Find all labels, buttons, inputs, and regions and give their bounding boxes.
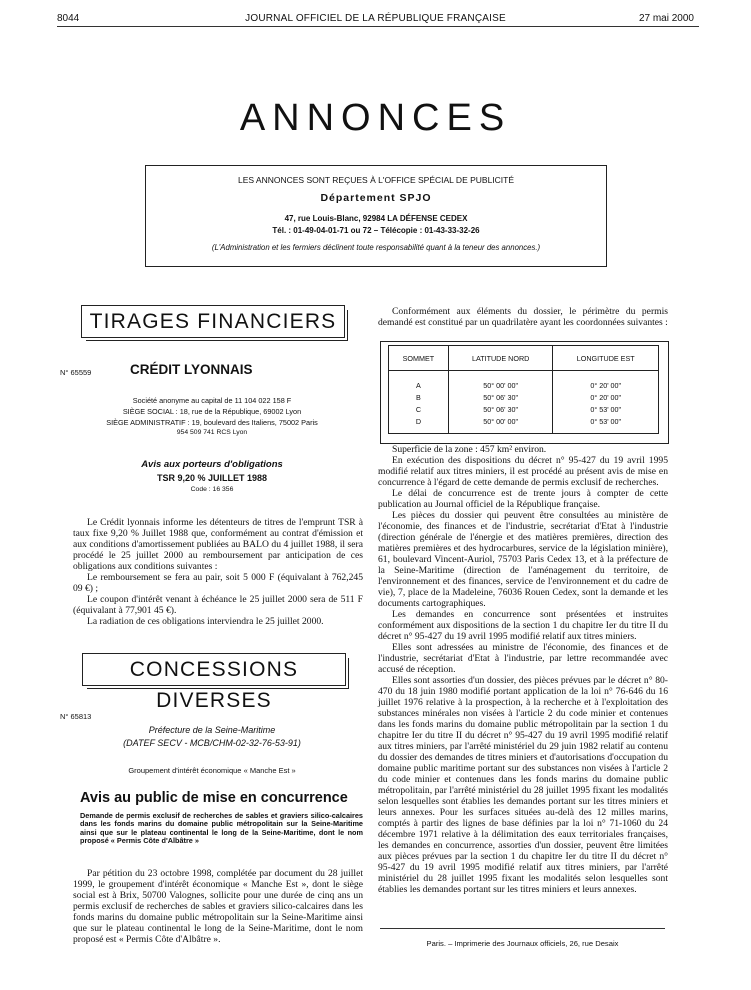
society-siege-social: SIÈGE SOCIAL : 18, rue de la République, 69002 Lyon xyxy=(122,407,302,416)
spjo-line-address: 47, rue Louis-Blanc, 92984 LA DÉFENSE CEDEX xyxy=(284,214,468,223)
main-title: ANNONCES xyxy=(239,97,512,139)
society-capital: Société anonyme au capital de 11 104 022 158 F xyxy=(132,396,292,405)
demande-summary: Demande de permis exclusif de recherches de sables et graviers silico-calcaires dans les fonds marins du domaine public métropolitain sur la Seine-Maritime ainsi que sur le plateau continental le long de la Seine-Maritime, dont le nom proposé « Permis Côte d'Albâtre » xyxy=(80,811,363,846)
table-cell: 0° 20' 00" xyxy=(553,371,659,392)
paragraph: Les demandes en concurrence sont présentées et instruites conformément aux dispositions de la section 1 du chapitre Ier du titre II du décret n° 95-427 du 19 avril 1995 modifié relatif aux titres miniers. xyxy=(378,609,668,642)
table-header: SOMMET xyxy=(389,346,449,371)
printer-footer: Paris. – Imprimerie des Journaux officiels, 26, rue Desaix xyxy=(426,939,619,948)
paragraph: Par pétition du 23 octobre 1998, complétée par document du 28 juillet 1999, le groupement d'intérêt économique « Manche Est », dont le siège social est à Brix, 50700 Valognes, sollicite pour une durée de cinq ans un permis exclusif de recherches de sables et graviers silico-calcaires dans les fonds marins du domaine public métropolitain sur la Seine-Maritime ainsi que sur le plateau continental le long de la Seine-Maritime, dont le nom proposé est « Permis Côte d'Albâtre ». xyxy=(73,868,363,945)
table-row xyxy=(389,391,659,403)
paragraph: Elles sont adressées au ministre de l'économie, des finances et de l'industrie, secrétariat d'Etat à l'industrie, par lettre recommandée avec accusé de réception. xyxy=(378,642,668,675)
paragraph: La radiation de ces obligations interviendra le 25 juillet 2000. xyxy=(87,616,324,627)
table-row xyxy=(389,371,659,392)
paragraph: Elles sont assorties d'un dossier, des pièces prévues par le décret n° 80-470 du 18 juin 1980 modifié portant application de la loi n° 76-646 du 16 juillet 1976 relative à la prospection, à la recherche et à l'exploitation des substances minérales non visées à l'article 2 du code minier et contenues dans les fonds marins du domaine public métropolitain par la section 1 du chapitre Ier du titre II du décret n° 95-427 du 19 avril 1995 modifié relatif aux titres miniers, par l'arrêté ministériel du 29 juin 1982 relatif au contenu du dossier des demandes de titres miniers et d'autorisations d'occupation du domaine public maritime portant sur des substances non visées à l'article 2 du code minier et contenues dans les fonds marins du domaine public métropolitain, par l'arrêté ministériel du 28 juillet 1995 fixant les modalités selon lesquelles sont établies les demandes portant sur les titres miniers et leurs annexes. Pour les surfaces situées au-delà des 12 milles marins, comptés à partir des lignes de base définies par la loi n° 71-1060 du 24 décembre 1971 relative à la délimitation des eaux territoriales françaises, les demandes en concurrence, assorties d'un dossier, peuvent être limitées aux pièces prévues par la section 1 du chapitre Ier du titre II du décret n° 95-427 du 19 avril 1995 modifié relatif aux titres miniers, par l'arrêté ministériel du 28 juillet 1995 fixant les modalités selon lesquelles sont établies les demandes portant sur les titres miniers et leurs annexes. xyxy=(378,675,668,895)
header-rule xyxy=(57,26,699,27)
table-cell: B xyxy=(389,391,449,403)
table-cell: 50° 06' 30" xyxy=(448,391,553,403)
table-cell: 50° 00' 00" xyxy=(448,371,553,392)
petition-body xyxy=(73,868,363,945)
bond-name: TSR 9,20 % JUILLET 1988 xyxy=(156,473,268,483)
paragraph: Les pièces du dossier qui peuvent être consultées au ministère de l'économie, des finances et de l'industrie, secrétariat d'Etat à l'industrie (direction générale de l'énergie et des matières premières, direction des matières premières et des hydrocarbures, service de la législation minière), 61, boulevard Vincent-Auriol, 75703 Paris Cedex 13, et à la préfecture de la Seine-Maritime (direction de l'aménagement du territoire, de l'environnement et des finances, service de l'environnement et du cadre de vie), 7, place de la Madeleine, 76036 Rouen Cedex, sont la demande et les documents cartographiques. xyxy=(378,510,668,609)
footer-rule xyxy=(380,928,665,929)
coordinates-table xyxy=(388,345,659,434)
bond-code: Code : 16 356 xyxy=(190,486,234,493)
company-name: CRÉDIT LYONNAIS xyxy=(130,362,253,377)
table-header: LONGITUDE EST xyxy=(553,346,659,371)
groupement-name: Groupement d'intérêt économique « Manche Est » xyxy=(128,766,296,775)
issue-date: 27 mai 2000 xyxy=(638,13,694,24)
table-cell: 0° 53' 00" xyxy=(553,415,659,434)
prefecture-name: Préfecture de la Seine-Maritime xyxy=(148,725,276,735)
paragraph: Le délai de concurrence est de trente jours à compter de cette publication au Journal officiel de la République française. xyxy=(378,488,668,510)
section-title-concessions: CONCESSIONS DIVERSES xyxy=(129,658,299,712)
table-row xyxy=(389,403,659,415)
section-box-shadow xyxy=(86,310,348,341)
table-cell: 0° 20' 00" xyxy=(553,391,659,403)
section-header-concessions xyxy=(82,653,346,712)
paragraph: En exécution des dispositions du décret n° 95-427 du 19 avril 1995 modifié relatif aux titres miniers, il est procédé au présent avis de mise en concurrence à l'égard de cette demande de permis exclusif de recherches. xyxy=(378,455,668,488)
section-title-tirages: TIRAGES FINANCIERS xyxy=(89,310,337,333)
spjo-line-disclaimer: (L'Administration et les fermiers déclinent toute responsabilité quant à la teneur des annonces.) xyxy=(211,243,541,252)
spjo-line-department: Département SPJO xyxy=(320,192,432,204)
paragraph: Conformément aux éléments du dossier, le périmètre du permis demandé est constitué par un quadrilatère ayant les coordonnées suivantes : xyxy=(378,306,668,328)
page-number: 8044 xyxy=(57,13,80,24)
table-cell: 0° 53' 00" xyxy=(553,403,659,415)
paragraph: Superficie de la zone : 457 km² environ. xyxy=(392,444,547,455)
society-rcs: 954 509 741 RCS Lyon xyxy=(176,429,248,436)
perimeter-intro xyxy=(378,306,668,328)
avis-porteurs-title: Avis aux porteurs d'obligations xyxy=(141,459,283,470)
paragraph: Le coupon d'intérêt venant à échéance le 25 juillet 2000 sera de 511 F (équivalant à 77,901 45 €). xyxy=(73,594,363,616)
table-cell: 50° 00' 00" xyxy=(448,415,553,434)
paragraph: Le remboursement se fera au pair, soit 5 000 F (équivalant à 762,245 09 €) ; xyxy=(73,572,363,594)
credit-lyonnais-body xyxy=(73,517,363,627)
table-cell: 50° 06' 30" xyxy=(448,403,553,415)
paragraph: Le Crédit lyonnais informe les détenteurs de titres de l'emprunt TSR à taux fixe 9,20 % Juillet 1988 que, conformément au contrat d'émission et aux conditions d'amortissement publiées au BALO du 4 juillet 1988, il sera procédé le 25 juillet 2000 au remboursement par anticipation de ces obligations aux conditions suivantes : xyxy=(73,517,363,572)
society-siege-administratif: SIÈGE ADMINISTRATIF : 19, boulevard des Italiens, 75002 Paris xyxy=(106,418,318,427)
table-cell: D xyxy=(389,415,449,434)
coordinates-table-frame xyxy=(380,341,669,444)
prefecture-reference: (DATEF SECV - MCB/CHM-02-32-76-53-91) xyxy=(123,738,301,748)
journal-title: JOURNAL OFFICIEL DE LA RÉPUBLIQUE FRANÇAISE xyxy=(245,13,506,24)
spjo-line-office: LES ANNONCES SONT REÇUES À L'OFFICE SPÉCIAL DE PUBLICITÉ xyxy=(237,175,515,185)
table-cell: A xyxy=(389,371,449,392)
spjo-line-phone: Tél. : 01-49-04-01-71 ou 72 – Télécopie : 01-43-33-32-26 xyxy=(272,226,480,235)
concurrence-body xyxy=(378,444,668,895)
section-header-tirages xyxy=(81,305,345,338)
table-row xyxy=(389,415,659,434)
spjo-info-box xyxy=(145,165,607,267)
notice-number: N° 65559 xyxy=(60,368,92,377)
avis-public-title: Avis au public de mise en concurrence xyxy=(80,790,348,806)
table-cell: C xyxy=(389,403,449,415)
section-box-shadow xyxy=(87,658,349,689)
notice-number: N° 65813 xyxy=(60,712,92,721)
table-header: LATITUDE NORD xyxy=(448,346,553,371)
